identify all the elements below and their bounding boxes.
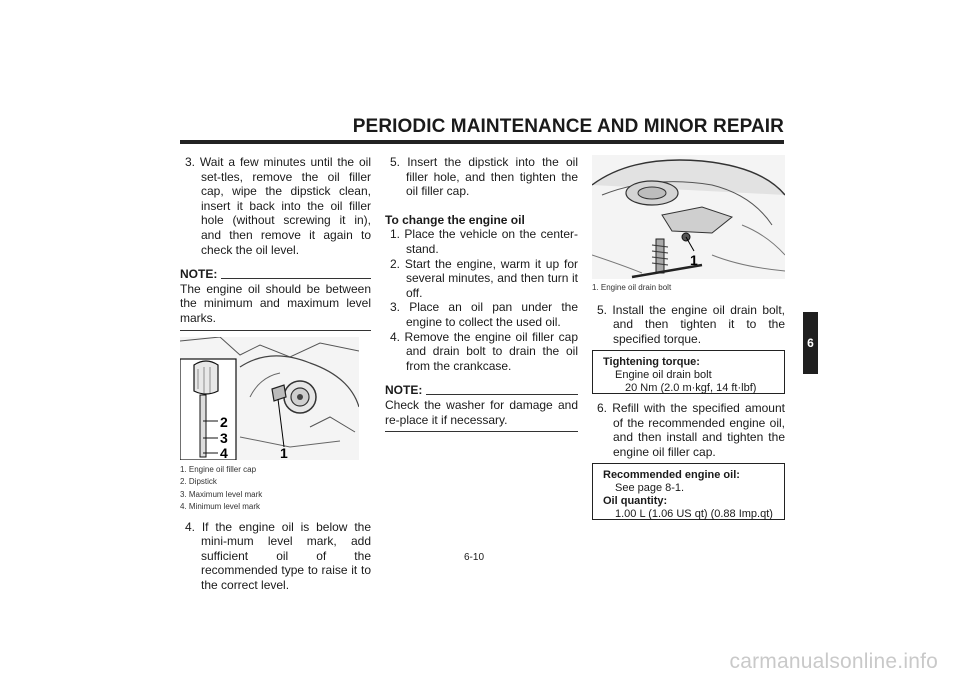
oil-filler-photo [180,337,359,460]
note-rule [426,394,578,395]
caption-4: 4. Minimum level mark [180,502,261,512]
note-label: NOTE: [180,267,218,282]
change-oil-heading: To change the engine oil [385,212,525,227]
tightening-torque-box [592,350,785,394]
left-column [180,155,371,593]
chapter-tab-edge [817,312,818,374]
quantity-value: 1.00 L (1.06 US qt) (0.88 Imp.qt) [615,508,773,520]
torque-item: Engine oil drain bolt [615,369,712,381]
change-step-2: 2. Start the engine, warm it up for several minutes, and then turn it off. [390,256,578,300]
drain-bolt-caption: 1. Engine oil drain bolt [592,283,672,292]
recommended-oil-box [592,463,785,520]
header-rule [180,140,784,144]
right-column [592,155,785,346]
note-text: The engine oil should be between the minimum and maximum level marks. [180,281,371,325]
figure-captions [180,464,371,514]
callout-3: 3 [220,429,228,446]
drain-bolt-photo [592,155,785,279]
note-end-rule [385,431,578,432]
oil-label: Recommended engine oil: [603,469,740,481]
chapter-tab: 6 [803,312,818,374]
note-text: Check the washer for damage and re-place it if necessary. [385,397,578,427]
refill-step-6: 6. Refill with the specified amount of the recommended engine oil, and then install and tighten the engine oil filler cap. [597,401,785,459]
page-title: PERIODIC MAINTENANCE AND MINOR REPAIR [352,116,784,137]
oil-value: See page 8-1. [615,482,685,494]
callout-1: 1 [280,444,288,460]
drain-bolt-illustration [592,155,785,279]
change-step-4: 4. Remove the engine oil filler cap and drain bolt to drain the oil from the crankcase. [390,329,578,373]
note-label: NOTE: [385,383,423,398]
right-column-continued [592,401,785,459]
step-5-text: 5. Insert the dipstick into the oil filler hole, and then tighten the oil filler cap. [390,155,578,199]
caption-1: 1. Engine oil filler cap [180,464,257,474]
caption-3: 3. Maximum level mark [180,489,263,499]
torque-label: Tightening torque: [603,356,700,368]
callout-4: 4 [220,444,228,460]
middle-column [385,155,578,432]
callout-1: 1 [690,252,698,268]
quantity-label: Oil quantity: [603,495,668,507]
install-step-5: 5. Install the engine oil drain bolt, and then tighten it to the specified torque. [597,302,785,346]
callout-2: 2 [220,413,228,430]
torque-value: 20 Nm (2.0 m·kgf, 14 ft·lbf) [625,382,757,394]
note-end-rule [180,330,371,331]
change-step-1: 1. Place the vehicle on the center-stand. [390,227,578,256]
note-heading [180,267,371,282]
step-4-text: 4. If the engine oil is below the mini-mum level mark, add sufficient oil of the recommended type to raise it to the correct level. [185,519,371,592]
oil-filler-illustration [180,337,359,460]
watermark: carmanualsonline.info [729,650,938,673]
page-number: 6-10 [464,552,485,563]
caption-2: 2. Dipstick [180,477,217,487]
change-step-3: 3. Place an oil pan under the engine to collect the used oil. [390,300,578,329]
step-3-text: 3. Wait a few minutes until the oil set-tles, remove the oil filler cap, wipe the dipstick clean, insert it back into the oil filler hole (without screwing it in), and then remove it again to check the oil level. [185,155,371,257]
note-rule [221,278,371,279]
note-heading [385,383,578,398]
